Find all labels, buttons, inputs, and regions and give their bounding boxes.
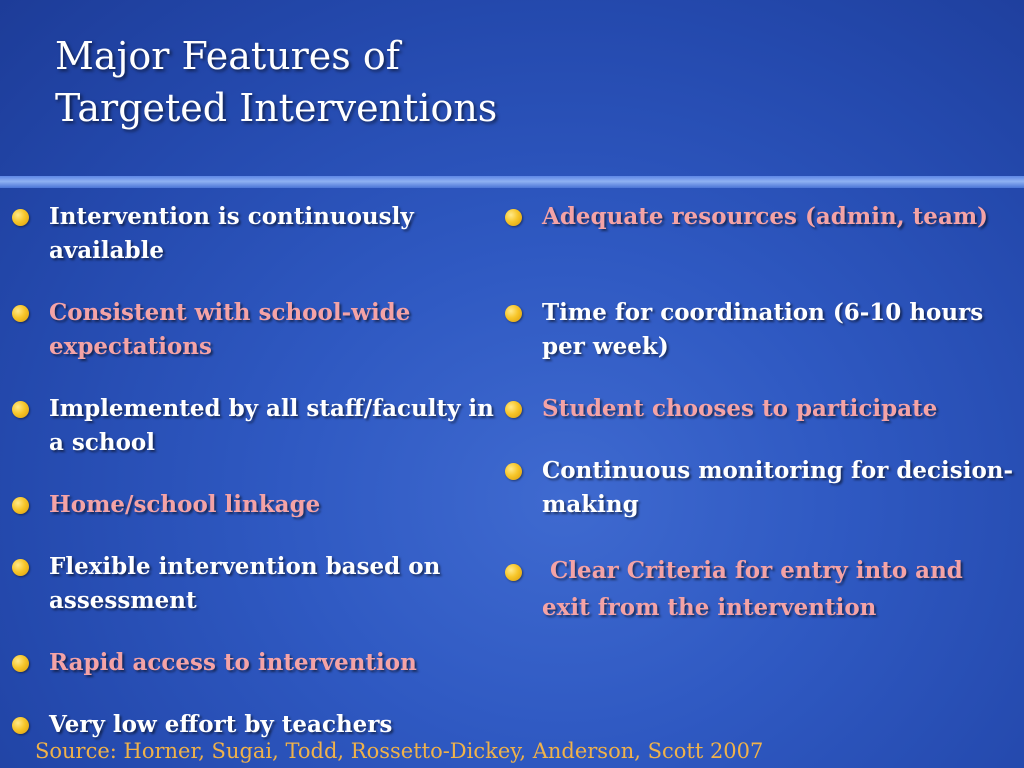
bullet-item xyxy=(503,454,1018,522)
bullet-dot-icon xyxy=(505,209,522,226)
bullet-item xyxy=(10,488,500,522)
bullet-text: Home/school linkage xyxy=(49,491,321,518)
bullet-item xyxy=(503,552,1018,626)
bullet-dot-icon xyxy=(505,305,522,322)
bullet-item xyxy=(10,296,500,364)
slide-title-line-1: Major Features of xyxy=(55,34,400,78)
bullet-text: Intervention is continuously available xyxy=(49,203,414,264)
bullet-text: Flexible intervention based on assessment xyxy=(49,553,441,614)
bullet-text: Student chooses to participate xyxy=(542,395,938,422)
bullet-text: Consistent with school-wide expectations xyxy=(49,299,411,360)
bullet-item xyxy=(10,392,500,460)
bullet-text: Rapid access to intervention xyxy=(49,649,417,676)
bullet-item xyxy=(10,550,500,618)
bullet-dot-icon xyxy=(505,463,522,480)
bullet-text: Clear Criteria for entry into and exit from the intervention xyxy=(542,557,971,621)
bullet-dot-icon xyxy=(12,559,29,576)
bullet-item xyxy=(10,200,500,268)
bullet-item xyxy=(503,392,1018,426)
bullet-item xyxy=(503,200,1018,234)
bullet-item xyxy=(10,646,500,680)
bullet-text: Very low effort by teachers xyxy=(49,711,393,738)
bullet-item xyxy=(503,296,1018,364)
bullet-dot-icon xyxy=(12,209,29,226)
bullet-text: Adequate resources (admin, team) xyxy=(542,203,989,230)
slide-title xyxy=(55,30,497,134)
bullet-dot-icon xyxy=(505,401,522,418)
title-divider-bar xyxy=(0,176,1024,188)
bullet-dot-icon xyxy=(12,497,29,514)
bullet-dot-icon xyxy=(505,564,522,581)
bullet-dot-icon xyxy=(12,655,29,672)
source-citation: Source: Horner, Sugai, Todd, Rossetto-Dickey, Anderson, Scott 2007 xyxy=(35,739,764,763)
bullet-text: Continuous monitoring for decision-making xyxy=(542,457,1014,518)
bullet-dot-icon xyxy=(12,401,29,418)
bullet-text: Implemented by all staff/faculty in a school xyxy=(49,395,494,456)
bullet-dot-icon xyxy=(12,305,29,322)
bullet-text: Time for coordination (6-10 hours per week) xyxy=(542,299,984,360)
slide-title-line-2: Targeted Interventions xyxy=(55,86,498,130)
bullet-dot-icon xyxy=(12,717,29,734)
